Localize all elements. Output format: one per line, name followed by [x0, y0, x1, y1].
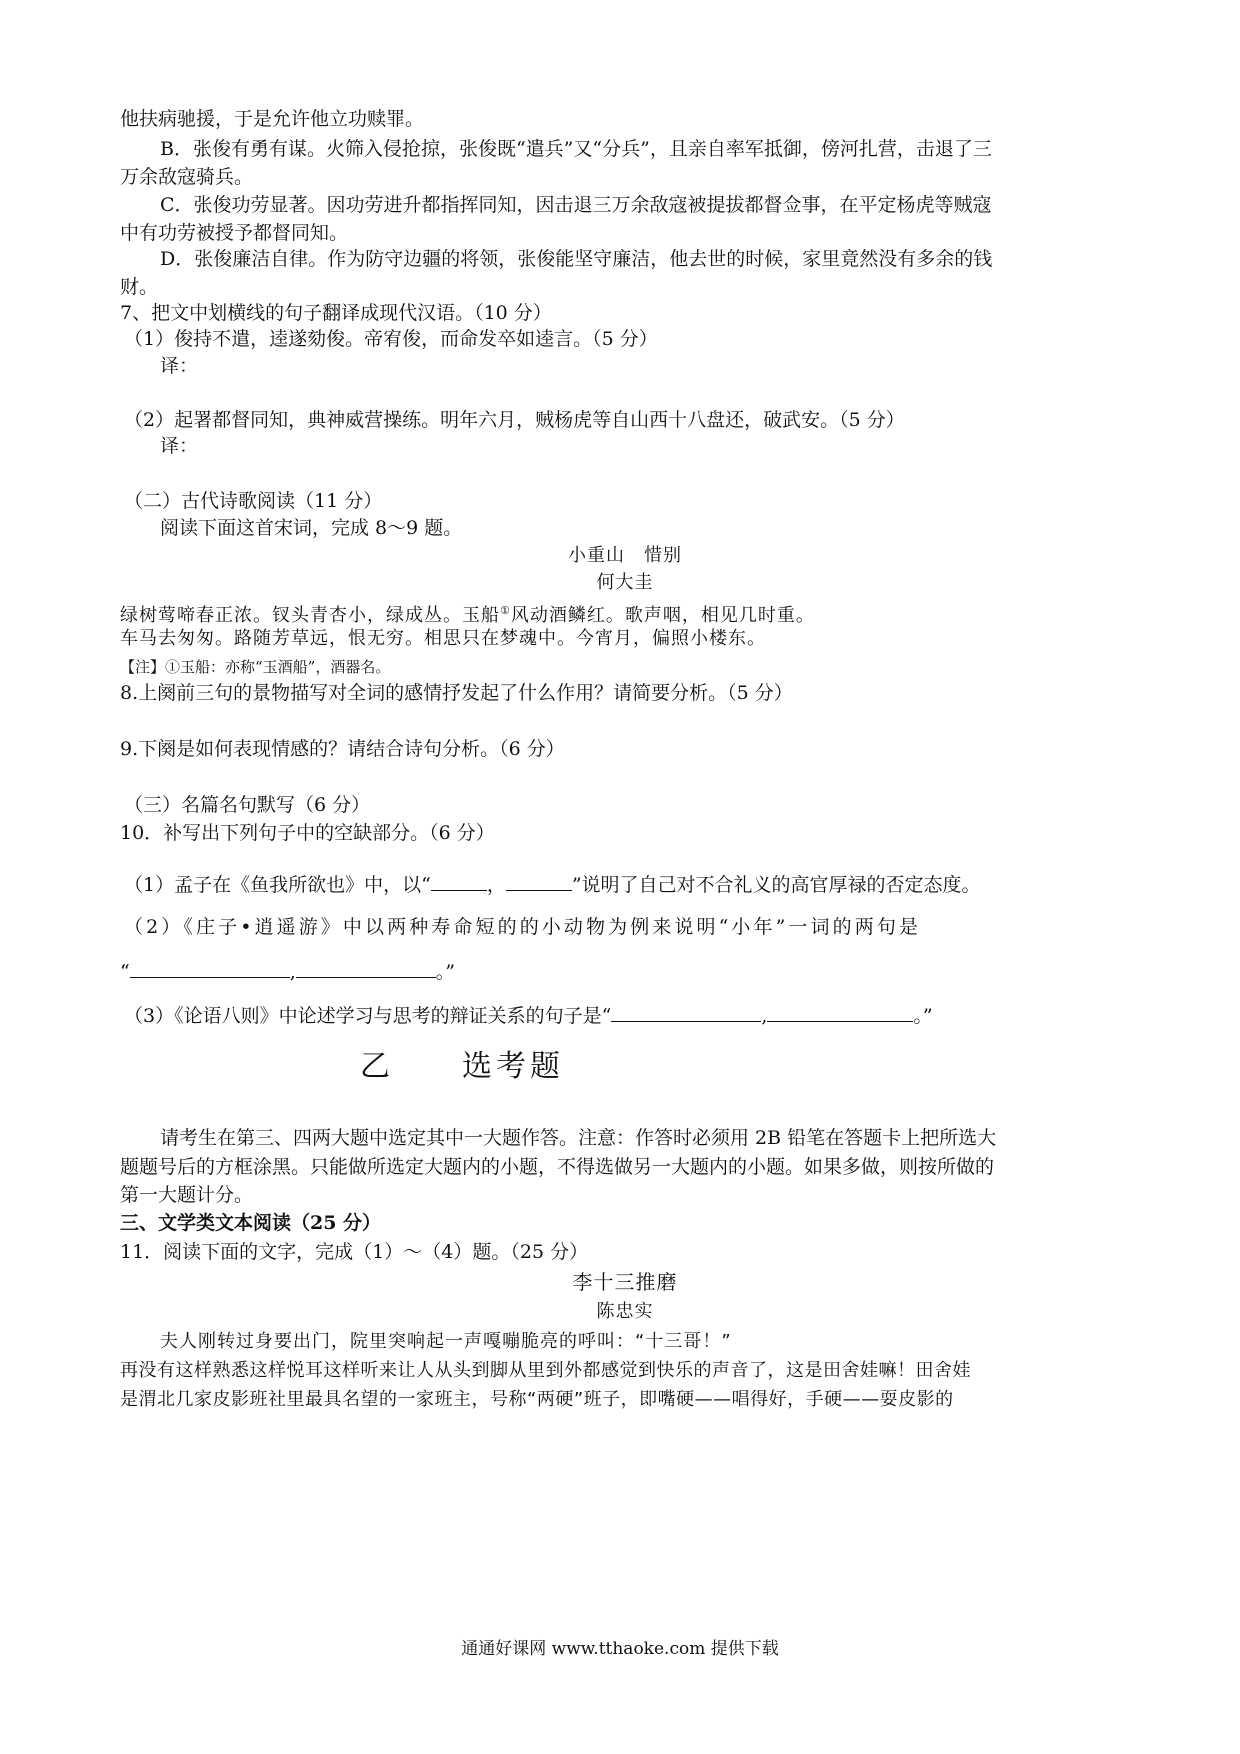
- story-line: 是渭北几家皮影班社里最具名望的一家班主，号称“两硬”班子，即嘴硬——唱得好，手硬——耍皮影的: [120, 1389, 954, 1410]
- answer-blank[interactable]: [767, 1001, 913, 1022]
- answer-blank[interactable]: [506, 870, 572, 891]
- story-line: 再没有这样熟悉这样悦耳这样听来让人从头到脚从里到外都感觉到快乐的声音了，这是田舍娃嘛！田舍娃: [120, 1360, 971, 1381]
- question-8: 8.上阕前三句的景物描写对全词的感情抒发起了什么作用？请简要分析。（5 分）: [120, 682, 793, 704]
- option-c: C．张俊功劳显著。因功劳进升都指挥同知，因击退三万余敌寇被提拔都督佥事，在平定杨虎等贼寇: [160, 194, 992, 216]
- poetry-instruction: 阅读下面这首宋词，完成 8～9 题。: [160, 517, 463, 539]
- translate-label: 译：: [160, 355, 199, 377]
- option-b: B．张俊有勇有谋。火筛入侵抢掠，张俊既“遣兵”又“分兵”，且亲自率军抵御，傍河扎营，击退了三: [160, 138, 992, 160]
- question-9: 9.下阕是如何表现情感的？请结合诗句分析。（6 分）: [120, 738, 565, 760]
- q10-1-prompt: （1）孟子在《鱼我所欲也》中，以“: [124, 874, 431, 896]
- quote-open: “: [120, 961, 130, 983]
- section-poetry: （二）古代诗歌阅读（11 分）: [124, 490, 383, 512]
- footer-download-note: 通通好课网 www.tthaoke.com 提供下载: [461, 1639, 779, 1659]
- q10-1-comma: ，: [486, 874, 506, 896]
- story-line: 夫人刚转过身要出门，院里突响起一声嘎嘣脆亮的呼叫：“十三哥！”: [160, 1331, 732, 1352]
- intro-paragraph-line: 请考生在第三、四两大题中选定其中一大题作答。注意：作答时必须用 2B 铅笔在答题卡上把所选大: [160, 1127, 997, 1149]
- question-11: 11．阅读下面的文字，完成（1）～（4）题。（25 分）: [120, 1241, 589, 1263]
- section-recitation: （三）名篇名句默写（6 分）: [124, 794, 371, 816]
- poem-line-1-part-b: 风动酒鳞红。歌声咽，相见几时重。: [510, 605, 815, 626]
- question-10-3: [124, 1001, 933, 1030]
- answer-blank[interactable]: [431, 870, 487, 891]
- answer-blank[interactable]: [296, 957, 436, 978]
- poem-line-2: 车马去匆匆。路随芳草远，恨无穷。相思只在梦魂中。今宵月，偏照小楼东。: [120, 628, 766, 649]
- answer-blank[interactable]: [130, 957, 290, 978]
- poem-author: 何大圭: [596, 572, 654, 593]
- poem-line-1-part-a: 绿树莺啼春正浓。钗头青杏小，绿成丛。玉船: [120, 605, 500, 626]
- answer-blank[interactable]: [611, 1001, 761, 1022]
- translate-label: 译：: [160, 435, 199, 457]
- part-3-heading: 三、文学类文本阅读（25 分）: [120, 1212, 382, 1234]
- intro-paragraph-line: 题题号后的方框涂黑。只能做所选定大题内的小题，不得选做另一大题内的小题。如果多做，则按所做的: [120, 1156, 995, 1178]
- question-7: 7、把文中划横线的句子翻译成现代汉语。（10 分）: [120, 302, 552, 324]
- option-d: D．张俊廉洁自律。作为防守边疆的将领，张俊能坚守廉洁，他去世的时候，家里竟然没有多余的钱: [160, 248, 993, 270]
- poem-title: 小重山 惜别: [568, 545, 682, 566]
- question-10-2: （2）《庄子•逍遥游》中以两种寿命短的的小动物为例来说明“小年”一词的两句是: [124, 916, 922, 938]
- question-7-2: （2）起署都督同知，典神威营操练。明年六月，贼杨虎等自山西十八盘还，破武安。（5 分）: [124, 409, 905, 431]
- intro-paragraph-line: 第一大题计分。: [120, 1184, 254, 1206]
- poem-note: 【注】①玉船：亦称“玉酒船”，酒器名。: [120, 658, 391, 676]
- footnote-marker: ①: [500, 604, 511, 617]
- text-line: 财。: [120, 276, 159, 298]
- text-line: 万余敌寇骑兵。: [120, 166, 254, 188]
- quote-close: 。”: [435, 961, 455, 983]
- q10-1-tail: ”说明了自己对不合礼义的高官厚禄的否定态度。: [571, 874, 981, 896]
- question-10: 10．补写出下列句子中的空缺部分。（6 分）: [120, 822, 495, 844]
- story-title: 李十三推磨: [572, 1270, 678, 1294]
- question-10-2-blanks: [120, 957, 455, 986]
- question-10-1: [124, 870, 981, 899]
- text-line: 他扶病驰援，于是允许他立功赎罪。: [120, 108, 425, 130]
- q10-3-comma: ,: [761, 1005, 768, 1027]
- q10-3-prompt: （3）《论语八则》中论述学习与思考的辩证关系的句子是“: [124, 1005, 612, 1027]
- section-heading-elective: 乙 选考题: [360, 1049, 564, 1084]
- q10-2-comma: ,: [289, 961, 296, 983]
- quote-close: 。”: [913, 1005, 933, 1027]
- text-line: 中有功劳被授予都督同知。: [120, 222, 349, 244]
- question-7-1: （1）俊持不遣，逵遂劾俊。帝宥俊，而命发卒如逵言。（5 分）: [124, 328, 658, 350]
- story-author: 陈忠实: [596, 1301, 654, 1322]
